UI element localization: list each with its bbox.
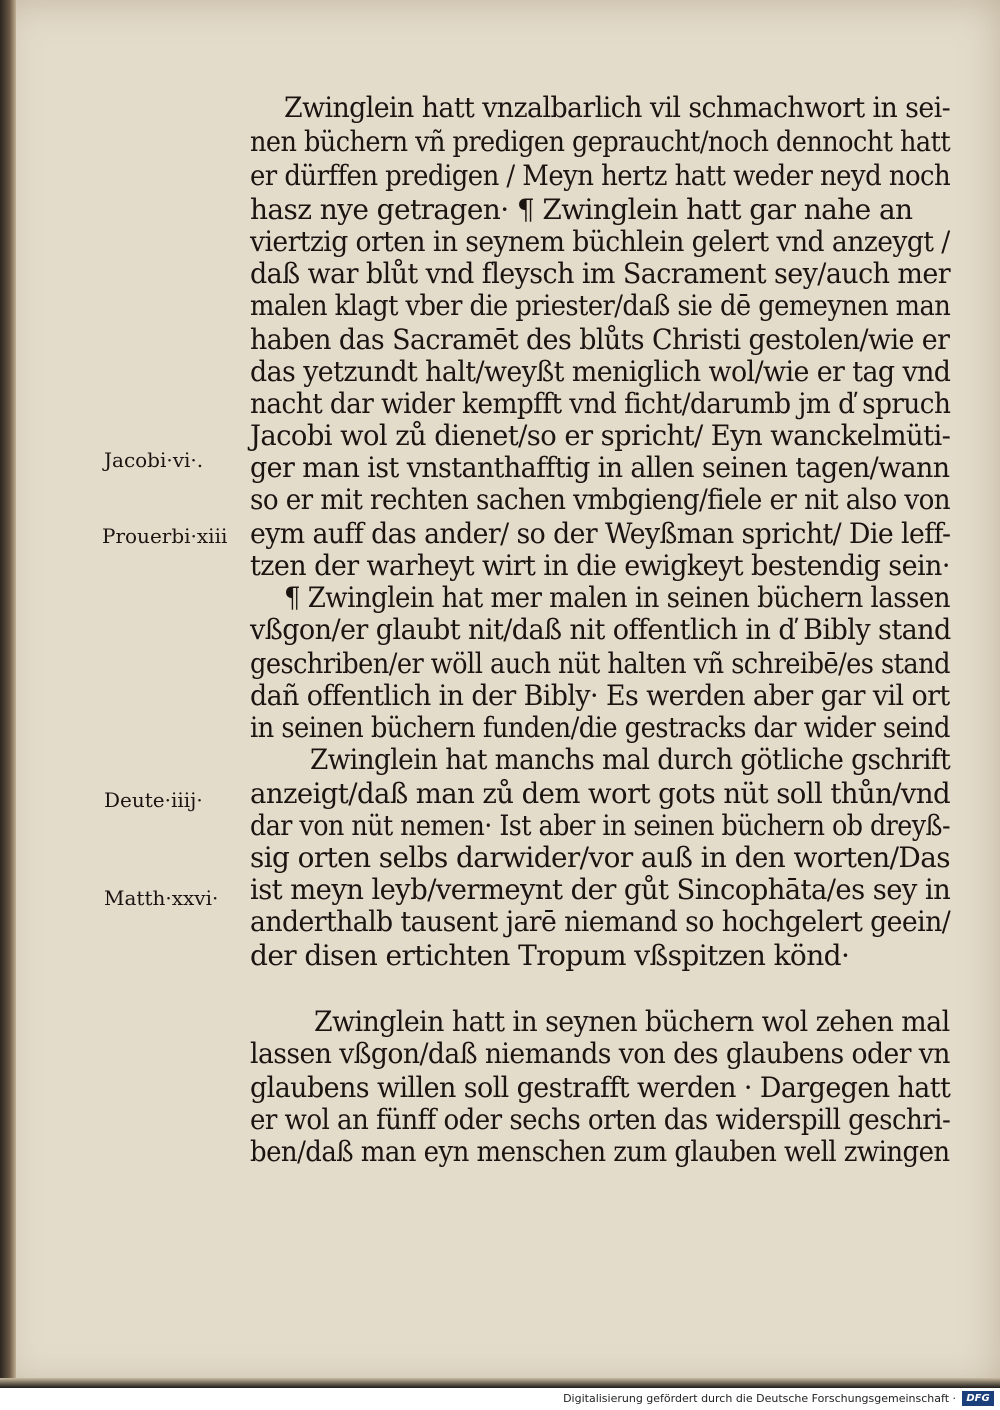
- text-line: dar von nüt nemen· Ist aber in seinen büchern ob dreyß-: [250, 809, 951, 842]
- margin-note-jacobi: Jacobi·vi·.: [104, 448, 204, 472]
- text-line: nacht dar wider kempfft vnd ficht/darumb jm ď spruch: [250, 387, 951, 420]
- text-line: er wol an fünff oder sechs orten das widerspill geschri-: [250, 1103, 951, 1136]
- text-line: Zwinglein hatt vnzalbarlich vil schmachwort in sei-: [284, 91, 951, 124]
- text-line: tzen der warheyt wirt in die ewigkeyt bestendig sein·: [250, 549, 950, 582]
- text-line: sig orten selbs darwider/vor auß in den worten/Das: [250, 841, 950, 874]
- text-line: hasz nye getragen· ¶ Zwinglein hatt gar nahe an: [250, 193, 913, 226]
- text-line: der disen ertichten Tropum vßspitzen könd·: [250, 939, 850, 972]
- margin-note-deute: Deute·iiij·: [104, 788, 203, 812]
- text-line: ger man ist vnstanthafftig in allen seinen tagen/wann: [250, 451, 950, 484]
- text-line: geschriben/er wöll auch nüt halten vñ schreibē/es stand: [250, 647, 950, 680]
- text-line: Zwinglein hatt in seynen büchern wol zehen mal: [314, 1005, 950, 1038]
- text-line: viertzig orten in seynem büchlein gelert vnd anzeygt /: [250, 225, 950, 258]
- text-line: ben/daß man eyn menschen zum glauben well zwingen: [250, 1135, 950, 1168]
- footer-bar: [0, 1388, 1000, 1410]
- margin-note-proverbi: Prouerbi·xiii: [102, 524, 228, 548]
- text-line: haben das Sacramēt des blůts Christi gestolen/wie er: [250, 323, 950, 356]
- text-line: anderthalb tausent jarē niemand so hochgelert geein/: [250, 905, 951, 938]
- text-line: er dürffen predigen / Meyn hertz hatt weder neyd noch: [250, 159, 951, 192]
- text-line: dañ offentlich in der Bibly· Es werden aber gar vil ort: [250, 679, 950, 712]
- text-line: Jacobi wol zů dienet/so er spricht/ Eyn wanckelmüti-: [250, 419, 951, 452]
- text-line: eym auff das ander/ so der Weyßman spricht/ Die leff-: [250, 517, 951, 550]
- text-line: in seinen büchern funden/die gestracks dar wider seind: [250, 711, 950, 744]
- text-line: nen büchern vñ predigen gepraucht/noch dennocht hatt: [250, 125, 951, 158]
- text-line: anzeigt/daß man zů dem wort gots nüt soll thůn/vnd: [250, 777, 951, 810]
- text-line: Zwinglein hat manchs mal durch götliche gschrift: [310, 743, 951, 776]
- text-line: daß war blůt vnd fleysch im Sacrament sey/auch mer: [250, 257, 951, 290]
- text-line: ist meyn leyb/vermeynt der gůt Sincophāta/es sey in: [250, 873, 951, 906]
- text-line: ¶ Zwinglein hat mer malen in seinen büchern lassen: [284, 581, 950, 614]
- page-bottom-edge: [0, 1378, 1000, 1388]
- dfg-logo: DFG: [962, 1391, 994, 1406]
- text-line: glaubens willen soll gestrafft werden · Dargegen hatt: [250, 1071, 951, 1104]
- text-line: lassen vßgon/daß niemands von des glaubens oder vn: [250, 1037, 950, 1070]
- page-binding-edge: [0, 0, 16, 1388]
- text-line: so er mit rechten sachen vmbgieng/fiele er nit also von: [250, 483, 951, 516]
- text-line: das yetzundt halt/weyßt meniglich wol/wie er tag vnd: [250, 355, 951, 388]
- text-line: vßgon/er glaubt nit/daß nit offentlich in ď Bibly stand: [250, 613, 951, 646]
- margin-note-matth: Matth·xxvi·: [104, 886, 219, 910]
- funding-credit: Digitalisierung gefördert durch die Deutsche Forschungsgemeinschaft ·: [563, 1392, 956, 1405]
- text-line: malen klagt vber die priester/daß sie dē gemeynen man: [250, 289, 951, 322]
